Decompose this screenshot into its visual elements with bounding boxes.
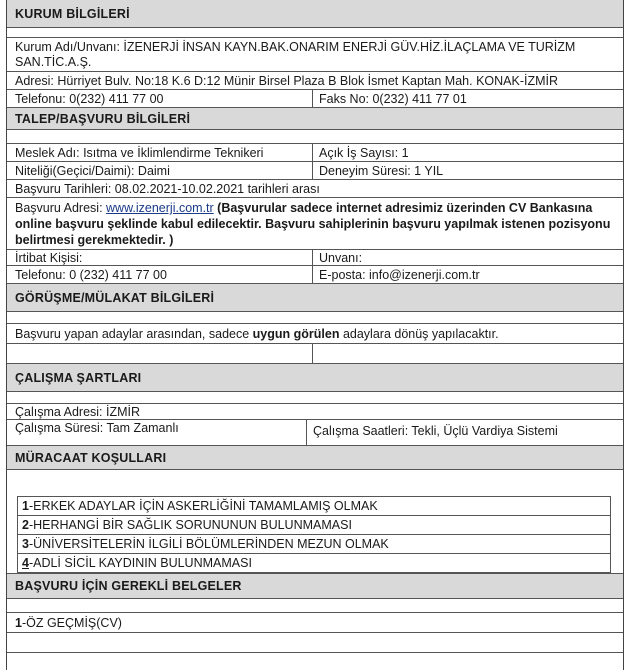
spacer-row bbox=[7, 312, 623, 324]
application-note: (Başvurular sadece internet adresimiz üzerinden CV Bankasına online başvuru şeklinde kabul edilecektir. Başvuru sahiplerinin başvuru yapılmak istenen pozisyonu belirtmesi gerekmektedir. ) bbox=[15, 201, 611, 247]
interview-text-c: adaylara dönüş yapılacaktır. bbox=[339, 326, 499, 341]
kurum-phone: Telefonu: 0(232) 411 77 00 bbox=[7, 90, 313, 107]
interview-text-a: Başvuru yapan adaylar arasından, sadece bbox=[15, 326, 253, 341]
document-item bbox=[15, 616, 122, 630]
calisma-header: ÇALIŞMA ŞARTLARI bbox=[15, 370, 142, 385]
item-number: 1 bbox=[15, 615, 22, 630]
item-text: -ERKEK ADAYLAR İÇİN ASKERLİĞİNİ TAMAMLAMIŞ OLMAK bbox=[28, 499, 378, 513]
muracaat-header: MÜRACAAT KOŞULLARI bbox=[15, 450, 167, 465]
blank-split-row bbox=[7, 344, 623, 364]
blank-cell bbox=[7, 344, 313, 363]
application-dates: Başvuru Tarihleri: 08.02.2021-10.02.2021 tarihleri arası bbox=[15, 181, 320, 196]
blank-cell bbox=[313, 344, 319, 363]
interview-text-bold: uygun görülen bbox=[252, 326, 340, 341]
work-hours: Çalışma Saatleri: Tekli, Üçlü Vardiya Sistemi bbox=[313, 424, 558, 438]
kurum-address: Adresi: Hürriyet Bulv. No:18 K.6 D:12 Münir Birsel Plaza B Blok İsmet Kaptan Mah. KONAK-İZMİR bbox=[15, 73, 559, 88]
belgeler-header: BAŞVURU İÇİN GEREKLİ BELGELER bbox=[15, 579, 242, 593]
requirements-list bbox=[17, 496, 611, 573]
list-item bbox=[18, 516, 610, 535]
item-text: -ÖZ GEÇMİŞ(CV) bbox=[21, 615, 122, 630]
spacer-row bbox=[7, 599, 623, 613]
gorusme-header: GÖRÜŞME/MÜLAKAT BİLGİLERİ bbox=[15, 290, 215, 305]
section-header-talep bbox=[7, 108, 623, 130]
occupation-name: Meslek Adı: Isıtma ve İklimlendirme Teknikeri bbox=[7, 144, 313, 161]
kurum-header: KURUM BİLGİLERİ bbox=[15, 6, 130, 21]
section-header-calisma bbox=[7, 364, 623, 392]
interview-info-row bbox=[7, 324, 623, 344]
job-posting-form bbox=[6, 0, 624, 670]
spacer-row bbox=[7, 130, 623, 144]
application-address-label: Başvuru Adresi: bbox=[15, 201, 107, 215]
item-text: -ADLİ SİCİL KAYDININ BULUNMAMASI bbox=[28, 556, 252, 570]
application-address-row bbox=[7, 198, 623, 250]
contact-phone: Telefonu: 0 (232) 411 77 00 bbox=[7, 266, 313, 283]
talep-header: TALEP/BAŞVURU BİLGİLERİ bbox=[15, 111, 191, 126]
kurum-address-row bbox=[7, 72, 623, 90]
section-header-kurum bbox=[7, 0, 623, 28]
list-item bbox=[18, 497, 610, 516]
kurum-contact-row bbox=[7, 90, 623, 108]
item-text: -ÜNİVERSİTELERİN İLGİLİ BÖLÜMLERİNDEN MEZUN OLMAK bbox=[28, 537, 389, 551]
spacer-row bbox=[7, 28, 623, 38]
kurum-name-row bbox=[7, 38, 623, 72]
kurum-fax: Faks No: 0(232) 411 77 01 bbox=[319, 91, 467, 106]
item-number: 3 bbox=[22, 537, 29, 551]
item-text: -HERHANGİ BİR SAĞLIK SORUNUNUN BULUNMAMASI bbox=[28, 518, 352, 532]
contact-person: İrtibat Kişisi: bbox=[7, 250, 313, 265]
contact-phone-row bbox=[7, 266, 623, 284]
open-positions: Açık İş Sayısı: 1 bbox=[319, 145, 409, 160]
section-header-gorusme bbox=[7, 284, 623, 312]
list-item bbox=[18, 535, 610, 554]
contact-person-row bbox=[7, 250, 623, 266]
list-item bbox=[18, 554, 610, 573]
talep-row-2 bbox=[7, 162, 623, 180]
blank-row bbox=[7, 633, 623, 653]
spacer-row bbox=[7, 392, 623, 404]
documents-row bbox=[7, 613, 623, 633]
item-number: 2 bbox=[22, 518, 29, 532]
section-header-belgeler bbox=[7, 573, 623, 599]
spacer-area bbox=[7, 470, 623, 496]
contact-email: E-posta: info@izenerji.com.tr bbox=[319, 267, 480, 282]
work-address-row bbox=[7, 404, 623, 420]
application-dates-row bbox=[7, 180, 623, 198]
job-type: Niteliği(Geçici/Daimi): Daimi bbox=[7, 162, 313, 179]
talep-row-1 bbox=[7, 144, 623, 162]
application-address bbox=[15, 200, 615, 248]
interview-info bbox=[15, 327, 499, 341]
item-number: 1 bbox=[22, 499, 29, 513]
kurum-name: Kurum Adı/Unvanı: İZENERJİ İNSAN KAYN.BAK.ONARIM ENERJİ GÜV.HİZ.İLAÇLAMA VE TURİZM SAN.TİC.A.Ş. bbox=[15, 40, 576, 69]
section-header-muracaat bbox=[7, 446, 623, 470]
work-duration: Çalışma Süresi: Tam Zamanlı bbox=[7, 420, 307, 445]
work-terms-row bbox=[7, 420, 623, 446]
contact-title: Unvanı: bbox=[319, 250, 363, 265]
experience-duration: Deneyim Süresi: 1 YIL bbox=[319, 163, 444, 178]
work-address: Çalışma Adresi: İZMİR bbox=[15, 404, 141, 419]
website-link[interactable]: www.izenerji.com.tr bbox=[106, 201, 214, 215]
item-number: 4 bbox=[22, 556, 29, 570]
